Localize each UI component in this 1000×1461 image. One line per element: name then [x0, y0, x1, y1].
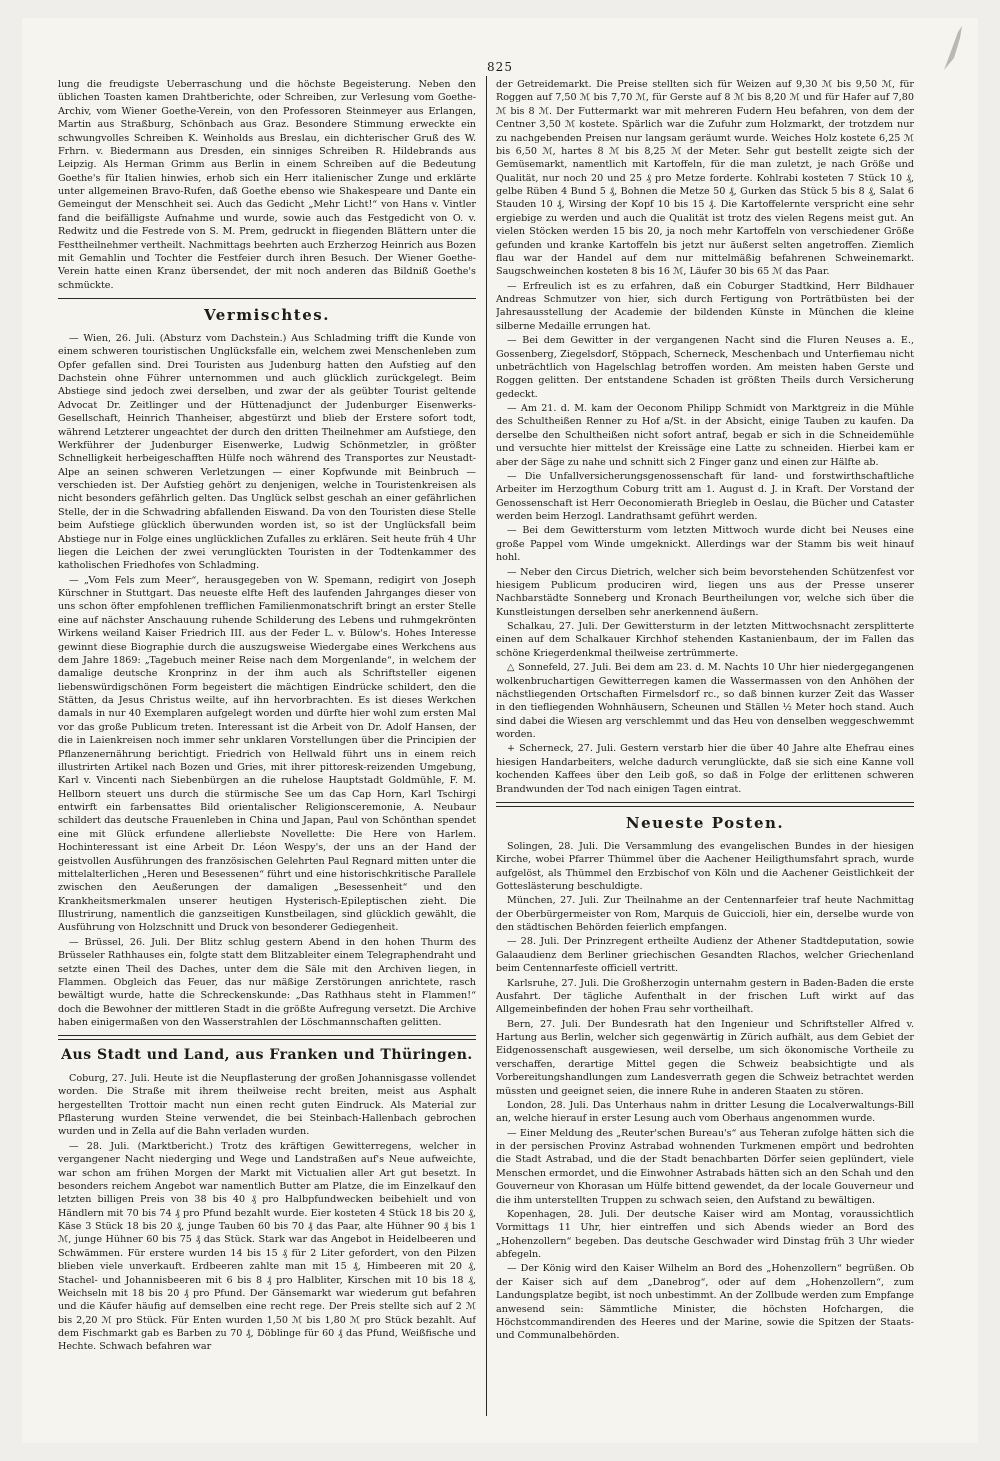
article-paragraph: — 28. Juli. Der Prinzregent ertheilte Audienz der Athener Stadtdeputation, sowie Galaaudienz dem Berliner griechischen Gesandten Rlachos, welcher Griechenland beim Centennarfeste officiell vertritt. [496, 936, 914, 975]
column-divider [486, 76, 487, 1416]
article-paragraph: — Brüssel, 26. Juli. Der Blitz schlug gestern Abend in den hohen Thurm des Brüsseler Rathhauses ein, folgte statt dem Blitzableiter einem Telegraphendraht und setzte einen Theil des Daches, unter dem die Säle mit den Archiven liegen, in Flammen. Obgleich das Feuer, das nur mäßige Zerstörungen anrichtete, rasch bewältigt wurde, hatte die Schreckenskunde: „Das Rathhaus steht in Flammen!“ doch die Bewohner der mittleren Stadt in die größte Aufregung versetzt. Die Archive haben einigermaßen von den Wasserstrahlen der Löschmannschaften gelitten. [58, 936, 476, 1029]
article-paragraph: — Der König wird den Kaiser Wilhelm an Bord des „Hohenzollern“ begrüßen. Ob der Kaiser sich auf dem „Danebrog“, oder auf dem „Hohenzollern“, zum Landungsplatze begibt, ist noch unbestimmt. An der Zollbude werden zum Empfange anwesend sein: Sämmtliche Minister, die höchsten Hofchargen, die Höchstcommandirenden des Heeres und der Marine, sowie die Spitzen der Staats- und Communalbehörden. [496, 1263, 914, 1342]
section-heading-neueste-posten: Neueste Posten. [625, 813, 785, 832]
vermischtes-articles [58, 332, 476, 1030]
article-paragraph: Bern, 27. Juli. Der Bundesrath hat den Ingenieur und Schriftsteller Alfred v. Hartung aus Berlin, welcher sich gegenwärtig in Zürich aufhält, aus dem Gebiet der Eidgenossenschaft ausgewiesen, weil derselbe, um sich ökonomische Vortheile zu verschaffen, derartige Mittel gegen die Schweiz beabsichtigte und als Vorbereitungshandlungen zum Landesverrath gegen die Schweiz betrachtet werden müssten und geeignet seien, die innere Ruhe in anderen Staaten zu stören. [496, 1018, 914, 1097]
section-rule [58, 1035, 476, 1040]
section-heading-stadt-und-land: Aus Stadt und Land, aus Franken und Thüringen. [61, 1047, 473, 1064]
article-paragraph: Coburg, 27. Juli. Heute ist die Neupflasterung der großen Johannisgasse vollendet worden. Die Straße mit ihrem theilweise recht breiten, meist aus Asphalt hergestellten Trottoir macht nun einen recht guten Eindruck. Als Material zur Pflasterung wurden Steine verwendet, die bei Steinbach-Hallenbach gebrochen wurden und in Zella auf die Bahn verladen wurden. [58, 1072, 476, 1138]
section-rule [496, 802, 914, 807]
article-paragraph: Karlsruhe, 27. Juli. Die Großherzogin unternahm gestern in Baden-Baden die erste Ausfahrt. Der tägliche Aufenthalt in der frischen Luft wirkt auf das Allgemeinbefinden der hohen Frau sehr vortheilhaft. [496, 977, 914, 1016]
article-paragraph: — Bei dem Gewittersturm vom letzten Mittwoch wurde dicht bei Neuses eine große Pappel vom Winde umgeknickt. Allerdings war der Stamm bis weit hinauf hohl. [496, 525, 914, 564]
article-paragraph: München, 27. Juli. Zur Theilnahme an der Centennarfeier traf heute Nachmittag der Oberbürgermeister von Rom, Marquis de Guiccioli, hier ein, derselbe wurde von den städtischen Behörden feierlich empfangen. [496, 895, 914, 934]
article-paragraph: London, 28. Juli. Das Unterhaus nahm in dritter Lesung die Localverwaltungs-Bill an, welche hierauf in erster Lesung auch vom Oberhaus angenommen wurde. [496, 1099, 914, 1125]
article-paragraph: — Erfreulich ist es zu erfahren, daß ein Coburger Stadtkind, Herr Bildhauer Andreas Schmutzer von hier, sich durch Fertigung von Porträtbüsten bei der Jahresausstellung der Academie der bildenden Künste in München die kleine silberne Medaille errungen hat. [496, 280, 914, 332]
section-heading-vermischtes: Vermischtes. [204, 306, 330, 324]
article-paragraph: — Am 21. d. M. kam der Oeconom Philipp Schmidt von Marktgreiz in die Mühle des Schultheißen Renner zu Hof a/St. in der Absicht, einige Tauben zu kaufen. Da derselbe den Schultheißen nicht sofort antraf, begab er sich in die Schneidemühle und versuchte hier mittelst der Kreissäge eine Latte zu schneiden. Hierbei kam er aber der Säge zu nahe und schnitt sich 2 Finger ganz und einen zur Hälfte ab. [496, 403, 914, 468]
latest-news-articles [496, 840, 914, 1343]
article-paragraph: Solingen, 28. Juli. Die Versammlung des evangelischen Bundes in der hiesigen Kirche, wobei Pfarrer Thümmel über die Aachener Heiligthumsfahrt sprach, wurde aufgelöst, als Thümmel den Erzbischof von Köln und die Aachener Geistlichkeit der Gotteslästerung beschuldigte. [496, 840, 914, 892]
article-paragraph: der Getreidemarkt. Die Preise stellten sich für Weizen auf 9,30 ℳ bis 9,50 ℳ, für Roggen auf 7,50 ℳ bis 7,70 ℳ, für Gerste auf 8 ℳ bis 8,20 ℳ und für Hafer auf 7,80 ℳ bis 8 ℳ. Der Futtermarkt war mit mehreren Fudern Heu befahren, von dem der Centner 3,50 ℳ kostete. Spärlich war die Zufuhr zum Holzmarkt, der trotzdem nur zu nachgebenden Preisen nur langsam geräumt wurde. Weiches Holz kostete 6,25 ℳ bis 6,50 ℳ, hartes 8 ℳ bis 8,25 ℳ der Meter. Sehr gut bestellt zeigte sich der Gemüsemarkt, namentlich mit Kartoffeln, für die man zuletzt, je nach Größe und Qualität, nur noch 20 und 25 ₰ pro Metze forderte. Kohlrabi kosteten 7 Stück 10 ₰, gelbe Rüben 4 Bund 5 ₰, Bohnen die Metze 50 ₰, Gurken das Stück 5 bis 8 ₰, Salat 6 Stauden 10 ₰, Wirsing der Kopf 10 bis 15 ₰. Die Kartoffelernte verspricht eine sehr ergiebige zu werden und auch die Qualität ist trotz des vielen Regens meist gut. An vielen Stöcken werden 15 bis 20, ja noch mehr Kartoffeln von verschiedener Größe gefunden und kranke Kartoffeln bis jetzt nur äußerst selten angetroffen. Ziemlich flau war der Handel auf dem nur mittelmäßig befahrenen Schweinemarkt. Saugschweinchen kosteten 8 bis 16 ℳ, Läufer 30 bis 65 ℳ das Paar. [496, 79, 914, 278]
article-paragraph: Kopenhagen, 28. Juli. Der deutsche Kaiser wird am Montag, voraussichtlich Vormittags 11 Uhr, hier eintreffen und sich Abends wieder an Bord des „Hohenzollern“ begeben. Das deutsche Geschwader wird Dinstag früh 3 Uhr wieder abfegeln. [496, 1208, 914, 1261]
local-news-articles [58, 1072, 476, 1354]
article-paragraph: — Neber den Circus Dietrich, welcher sich beim bevorstehenden Schützenfest vor hiesigem Publicum produciren wird, liegen uns aus der Presse unserer Nachbarstädte Sonneberg und Kronach Beurtheilungen vor, welche sich über die Kunstleistungen derselben sehr anerkennend äußern. [496, 566, 914, 618]
left-column [58, 78, 476, 1413]
section-rule [58, 298, 476, 299]
article-paragraph: Schalkau, 27. Juli. Der Gewittersturm in der letzten Mittwochsnacht zersplitterte einen auf dem Schalkauer Kirchhof stehenden Kastanienbaum, der im Fallen das schöne Kriegerdenkmal theilweise zertrümmerte. [496, 621, 914, 659]
local-news-continued-articles [496, 78, 914, 796]
article-paragraph: — Einer Meldung des „Reuter'schen Bureau's“ aus Teheran zufolge hätten sich die in der persischen Provinz Astrabad wohnenden Turkmenen empört und bedrohten die Stadt Astrabad, und die der Stadt benachbarten Dörfer seien geplündert, viele Menschen ermordet, und die Einwohner Astrabads hätten sich an den Schah und den Gouverneur von Khorasan um Hülfe bittend gewendet, da der locale Gouverneur und die ihm unterstellten Truppen zu schwach seien, den Aufstand zu bewältigen. [496, 1127, 914, 1206]
right-column [496, 78, 914, 1413]
article-paragraph: — Bei dem Gewitter in der vergangenen Nacht sind die Fluren Neuses a. E., Gossenberg, Ziegelsdorf, Stöppach, Scherneck, Meschenbach und Unterfiemau nicht unbeträchtlich von Hagelschlag betroffen worden. Am meisten haben Gerste und Roggen gelitten. Der entstandene Schaden ist größten Theils durch Versicherung gedeckt. [496, 335, 914, 400]
article-paragraph: — 28. Juli. (Marktbericht.) Trotz des kräftigen Gewitterregens, welcher in vergangener Nacht niederging und Wege und Landstraßen auf's Neue aufweichte, war schon am frühen Morgen der Markt mit Victualien aller Art gut besetzt. In besonders reichem Angebot war namentlich Butter am Platze, die im Einzelkauf den letzten billigen Preis von 38 bis 40 ₰ pro Halbpfundwecken beibehielt und von Händlern mit 70 bis 74 ₰ pro Pfund bezahlt wurde. Eier kosteten 4 Stück 18 bis 20 ₰, Käse 3 Stück 18 bis 20 ₰, junge Tauben 60 bis 70 ₰ das Paar, alte Hühner 90 ₰ bis 1 ℳ, junge Hühner 60 bis 75 ₰ das Stück. Stark war das Angebot in Heidelbeeren und Schwämmen. Für erstere wurden 14 bis 15 ₰ für 2 Liter gefordert, von den Pilzen blieben viele unverkauft. Erdbeeren zahlte man mit 15 ₰, Himbeeren mit 20 ₰, Stachel- und Johannisbeeren mit 6 bis 8 ₰ pro Halbliter, Kirschen mit 10 bis 18 ₰, Weichseln mit 18 bis 20 ₰ pro Pfund. Der Gänsemarkt war wiederum gut befahren und die Käufer häufig auf demselben eine recht rege. Der Preis stellte sich auf 2 ℳ bis 2,20 ℳ pro Stück. Für Enten wurden 1,50 ℳ bis 1,80 ℳ pro Stück bezahlt. Auf dem Fischmarkt gab es Barben zu 70 ₰, Döblinge für 60 ₰ das Pfund, Weißfische und Hechte. Schwach befahren war [58, 1140, 476, 1353]
article-paragraph: △ Sonnefeld, 27. Juli. Bei dem am 23. d. M. Nachts 10 Uhr hier niedergegangenen wolkenbruchartigen Gewitterregen kamen die Wassermassen von den Anhöhen der nächstliegenden Ortschaften Firmelsdorf rc., so daß binnen kurzer Zeit das Wasser in den tiefliegenden Wohnhäusern, Scheunen und Ställen ½ Meter hoch stand. Auch sind dabei die Wiesen arg verschlemmt und das Heu von denselben weggeschwemmt worden. [496, 662, 914, 740]
article-paragraph: — Wien, 26. Juli. (Absturz vom Dachstein.) Aus Schladming trifft die Kunde von einem schweren touristischen Unglücksfalle ein, welchem zwei Menschenleben zum Opfer gefallen sind. Drei Touristen aus Judenburg hatten den Aufstieg auf den Dachstein ohne Führer unternommen und auch glücklich zurückgelegt. Beim Abstiege sind jedoch zwei derselben, und zwar der als geübter Tourist geltende Advocat Dr. Zeitlinger und der Hüttenadjunct der Judenburger Eisenwerks-Gesellschaft, Heinrich Thanheiser, abgestürzt und blieb der Erstere sofort todt, während Letzterer ungeachtet der durch den dritten Theilnehmer am Aufstiege, den Werkführer der Judenburger Eisenwerke, Ludwig Schönmetzler, in größter Schnelligkeit herbeigeschafften Hülfe noch während des Transportes zur Neustadt-Alpe an seinen schweren Verletzungen — einer Kopfwunde mit Beinbruch — verschieden ist. Der Aufstieg gehört zu denjenigen, welche in Touristenkreisen als nicht besonders gefährlich gelten. Das Unglück selbst geschah an einer gefährlichen Stelle, der in die Schwadring abfallenden Eiswand. Da von den Touristen diese Stelle beim Aufstiege glücklich überwunden worden ist, so ist der Unglücksfall beim Abstiege nur in Folge eines unglücklichen Zufalles zu erklären. Seit heute früh 4 Uhr liegen die Leichen der zwei verunglückten Touristen in der Todtenkammer des katholischen Friedhofes von Schladming. [58, 332, 476, 572]
article-paragraph: + Scherneck, 27. Juli. Gestern verstarb hier die über 40 Jahre alte Ehefrau eines hiesigen Handarbeiters, welche dadurch verunglückte, daß sie sich eine Kanne voll kochenden Kaffees über den Leib goß, so daß in Folge der erlittenen schweren Brandwunden der Tod nach einigen Tagen eintrat. [496, 743, 914, 795]
page-number: 825 [487, 60, 513, 74]
goethe-report-paragraph: lung die freudigste Ueberraschung und die höchste Begeisterung. Neben den üblichen Toasten kamen Drahtberichte, oder Schreiben, zur Verlesung vom Goethe-Archiv, vom Wiener Goethe-Verein, von den Professoren Steinmeyer aus Erlangen, Martin aus Straßburg, Schönbach aus Graz. Besondere Stimmung erweckte ein schwungvolles Schreiben K. Weinholds aus Breslau, ein dichterischer Gruß des W. Frhrn. v. Biedermann aus Dresden, ein sinniges Schreiben R. Hildebrands aus Leipzig. Als Herman Grimm aus Berlin in einem Schreiben auf die Bedeutung Goethe's für Italien hinwies, erhob sich ein Herr italienischer Zunge und erklärte unter allgemeinen Bravo-Rufen, daß Goethe ebenso wie Shakespeare und Dante ein Gemeingut der Menschheit sei. Auch das Gedicht „Mehr Licht!“ von Hans v. Vintler fand die beifälligste Aufnahme und wurde, sowie auch das Festgedicht von O. v. Redwitz und die Festrede von S. M. Prem, gedruckt in fliegenden Blättern unter die Festtheilnehmer vertheilt. Nachmittags beehrten auch Erzherzog Heinrich aus Bozen mit Gemahlin und Tochter die Festfeier durch ihren Besuch. Der Wiener Goethe-Verein hatte einen Kranz übersendet, der mit noch anderen das Bildniß Goethe's schmückte. [58, 79, 476, 291]
article-paragraph: — Die Unfallversicherungsgenossenschaft für land- und forstwirthschaftliche Arbeiter im Herzogthum Coburg tritt am 1. August d. J. in Kraft. Der Vorstand der Genossenschaft ist Herr Oeconomierath Briegleb in Oeslau, die Bücher und Cataster werden beim Herzogl. Landrathsamt geführt werden. [496, 470, 914, 522]
article-paragraph: — „Vom Fels zum Meer“, herausgegeben von W. Spemann, redigirt von Joseph Kürschner in Stuttgart. Das neueste elfte Heft des laufenden Jahrganges dieser von uns schon öfter empfohlenen trefflichen Familienmonatschrift bringt an erster Stelle eine auf nächster Anschauung ruhende Schilderung des Lebens und ruhmgekrönten Wirkens weiland Kaiser Friedrich III. aus der Feder L. v. Bülow's. Hohes Interesse gewinnt diese Biographie durch die auszugsweise Wiedergabe eines Werkchens aus dem Jahre 1869: „Tagebuch meiner Reise nach dem Morgenlande“, in welchem der damalige deutsche Kronprinz in der ihm auch als Schriftsteller eigenen liebenswürdigschönen Form begeistert die mächtigen Eindrücke schildert, den die Stätten, da Jesus Christus weilte, auf ihn hervorbrachten. Es ist dieses Werkchen damals in nur 40 Exemplaren aufgelegt worden und dürfte hier wohl zum ersten Mal vor das große Publicum treten. Interessant ist die Arbeit von Dr. Adolf Hansen, der die in Laienkreisen noch immer sehr unklaren Vorstellungen über die Principien der Pflanzenernährung berichtigt. Friedrich von Hellwald führt uns in einem reich illustrirten Artikel nach Bozen und Gries, mit ihrer pittoresk-reizenden Umgebung, Karl v. Vincenti nach Siebenbürgen an die ruhelose Hauptstadt Goldmühle, F. M. Hellborn steuert uns durch die stürmische See um das Cap Horn, Karl Tschirgi entwirft ein farbensattes Bild orientalischer Religionsceremonie, A. Neubaur schildert das deutsche Frauenleben in China und Japan, Paul von Schönthan spendet eine mit Glück erfundene allerliebste Novellette: Die Here von Harlem. Hochinteressant ist eine Arbeit Dr. Léon Wespy's, der uns an der Hand der geistvollen Ausführungen des französischen Gelehrten Paul Regnard mitten unter die mittelalterlichen „Heren und Besessenen“ führt und eine historischkritische Parallele zwischen den Aeußerungen der damaligen „Besessenheit“ und den Krankheitsmerkmalen unserer heutigen Hysterisch-Epileptischen zieht. Die Illustrirung, namentlich die ganzseitigen Kunstbeilagen, sind glücklich gewählt, die Ausführung von Holzschnitt und Druck von besonderer Gediegenheit. [58, 574, 476, 934]
